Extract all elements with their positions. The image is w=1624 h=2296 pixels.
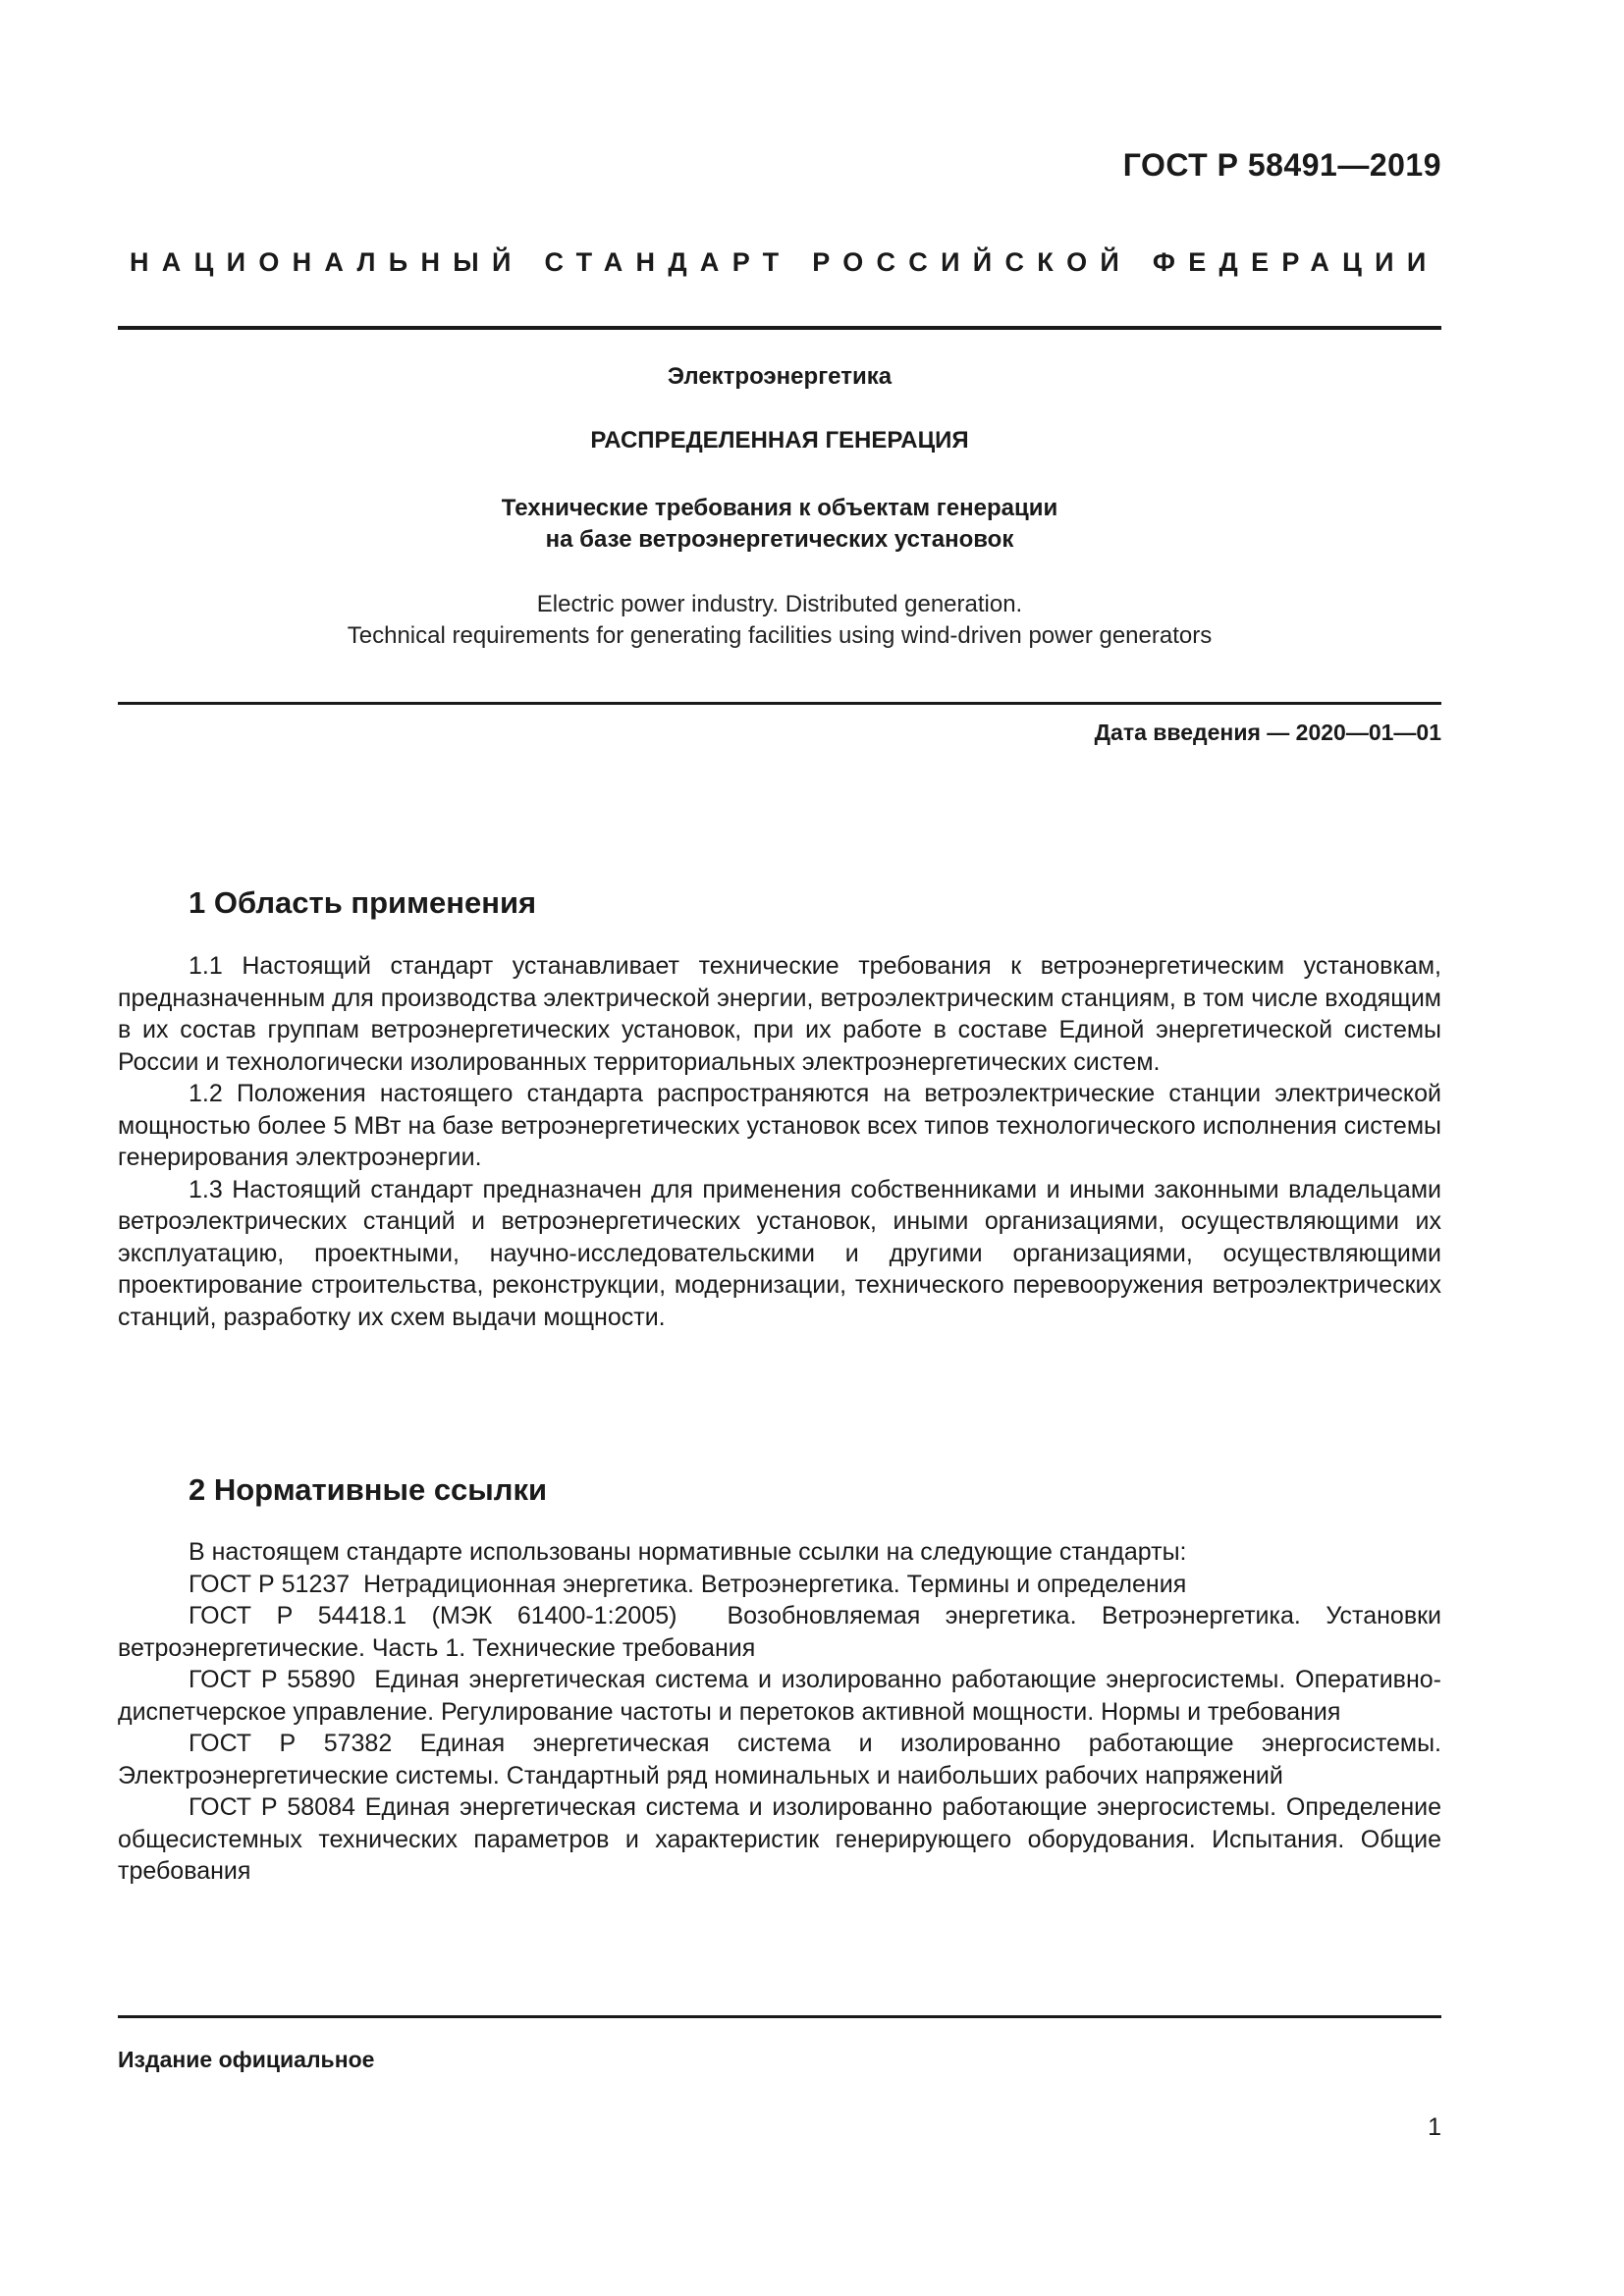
paragraph-1-2: 1.2 Положения настоящего стандарта распространяются на ветроэлектрические станции электрической мощностью более 5 МВт на базе ветроэнергетических установок всех типов технологического исполнения системы генерирования электроэнергии. — [118, 1080, 1441, 1171]
section-1-heading: 1 Область применения — [189, 885, 537, 920]
reference-text: Нетрадиционная энергетика. Ветроэнергетика. Термины и определения — [363, 1570, 1187, 1598]
reference-entry — [118, 1569, 1441, 1601]
standard-number: ГОСТ Р 58491—2019 — [1122, 147, 1441, 183]
reference-code: ГОСТ Р 57382 — [189, 1730, 420, 1757]
section-1-body — [118, 950, 1441, 1333]
section-2-body — [118, 1536, 1441, 1888]
paragraph-1-1: 1.1 Настоящий стандарт устанавливает технические требования к ветроэнергетическим установкам, предназначенным для производства электрической энергии, ветроэлектрическим станциям, в том числе входящим в их состав группам ветроэнергетических установок, при их работе в составе Единой энергетической системы России и технологически изолированных территориальных электроэнергетических систем. — [118, 952, 1441, 1076]
paragraph-1-3: 1.3 Настоящий стандарт предназначен для применения собственниками и иными законными владельцами ветроэлектрических станций и ветроэнергетических установок, иными организациями, осуществляющими их эксплуатацию, проектными, научно-исследовательскими и другими организациями, осуществляющими проектирование строительства, реконструкции, модернизации, технического перевооружения ветроэлектрических станций, разработку их схем выдачи мощности. — [118, 1175, 1441, 1331]
reference-entry — [118, 1728, 1441, 1791]
section-2-heading: 2 Нормативные ссылки — [189, 1472, 548, 1507]
reference-text: Единая энергетическая система и изолированно работающие энергосистемы. Электроэнергетические системы. Стандартный ряд номинальных и наибольших рабочих напряжений — [118, 1730, 1441, 1789]
top-divider — [118, 326, 1441, 330]
introduction-date: Дата введения — 2020—01—01 — [1094, 720, 1441, 745]
english-title-line-1: Electric power industry. Distributed generation. — [536, 591, 1023, 617]
subtitle — [118, 493, 1441, 556]
reference-entry — [118, 1664, 1441, 1728]
official-edition-label: Издание официальное — [118, 2047, 375, 2072]
reference-text: Единая энергетическая система и изолированно работающие энергосистемы. Оперативно-диспетчерское управление. Регулирование частоты и перетоков активной мощности. Нормы и требования — [118, 1666, 1441, 1726]
reference-text: Возобновляемая энергетика. Ветроэнергетика. Установки ветроэнергетические. Часть 1. Технические требования — [118, 1602, 1441, 1662]
footer-divider — [118, 2015, 1441, 2018]
subtitle-line-2: на базе ветроэнергетических установок — [545, 526, 1014, 553]
subtitle-line-1: Технические требования к объектам генерации — [501, 495, 1058, 521]
reference-entry — [118, 1791, 1441, 1888]
reference-entry — [118, 1600, 1441, 1664]
reference-text: Единая энергетическая система и изолированно работающие энергосистемы. Определение общесистемных технических параметров и характеристик генерирующего оборудования. Испытания. Общие требования — [118, 1793, 1441, 1885]
main-title: РАСПРЕДЕЛЕННАЯ ГЕНЕРАЦИЯ — [590, 427, 969, 454]
reference-code: ГОСТ Р 55890 — [189, 1666, 375, 1693]
field-title: Электроэнергетика — [667, 363, 893, 390]
page-number: 1 — [1428, 2113, 1441, 2141]
reference-code: ГОСТ Р 54418.1 (МЭК 61400-1:2005) — [189, 1602, 728, 1629]
document-page — [118, 0, 1441, 2296]
reference-code: ГОСТ Р 58084 — [189, 1793, 365, 1821]
english-title — [118, 589, 1441, 652]
national-standard-title: НАЦИОНАЛЬНЫЙ СТАНДАРТ РОССИЙСКОЙ ФЕДЕРАЦИИ — [130, 247, 1439, 277]
title-divider — [118, 702, 1441, 705]
english-title-line-2: Technical requirements for generating facilities using wind-driven power generators — [347, 622, 1213, 649]
references-intro: В настоящем стандарте использованы нормативные ссылки на следующие стандарты: — [189, 1538, 1187, 1566]
reference-code: ГОСТ Р 51237 — [189, 1570, 364, 1598]
